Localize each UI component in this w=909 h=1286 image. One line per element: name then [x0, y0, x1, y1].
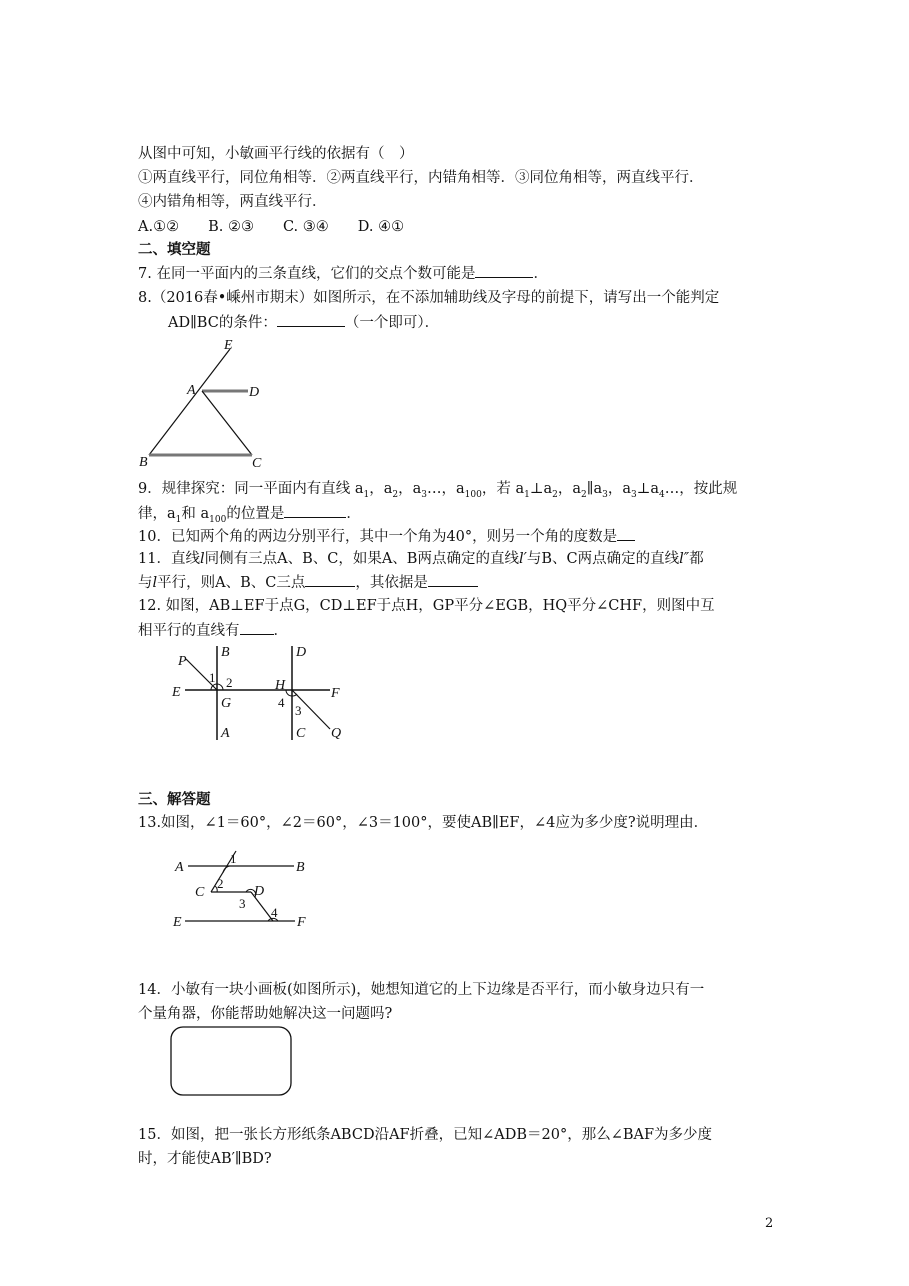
text-fragment: 1	[524, 489, 530, 500]
text-fragment: l	[152, 575, 158, 591]
q12-label-G: G	[221, 696, 232, 711]
q7-tail: ．	[533, 266, 548, 282]
q10-answer-blank	[617, 526, 635, 541]
text-fragment: 3	[421, 489, 427, 500]
q13-angle-2: 2	[217, 876, 224, 891]
q6-options-line2: ④内错角相等，两直线平行．	[138, 194, 327, 210]
q8-answer-blank	[277, 312, 345, 327]
text-fragment: 与	[138, 575, 153, 591]
q12-angle-1: 1	[209, 670, 216, 685]
text-fragment: ，若 a	[481, 481, 525, 497]
q13-label-F: F	[297, 915, 306, 930]
q13-angle-3: 3	[239, 896, 246, 911]
q15-line2: 时，才能使AB′∥BD?	[138, 1151, 272, 1167]
text-fragment: ，a	[557, 481, 582, 497]
q8-line2-end: （一个即可）．	[344, 315, 440, 331]
q8-label-E: E	[224, 338, 233, 353]
q8-line2-start: AD∥BC的条件：	[168, 315, 277, 331]
text-fragment: l″	[679, 551, 690, 567]
q12-label-B: B	[221, 645, 230, 660]
q6-stem: 从图中可知，小敏画平行线的依据有（ ）	[138, 146, 414, 162]
q13-label-D: D	[254, 884, 265, 899]
q8-label-D: D	[249, 385, 260, 400]
text-fragment: 3	[630, 489, 637, 500]
text-fragment: 2	[581, 489, 587, 500]
q9-line1	[138, 479, 737, 505]
text-fragment: 1	[175, 514, 182, 525]
q12-angle-2: 2	[226, 675, 233, 690]
q12-label-D: D	[296, 645, 307, 660]
q8-label-A: A	[187, 383, 196, 398]
q12-label-Q: Q	[331, 726, 342, 741]
text-fragment: 的位置是	[226, 506, 285, 522]
q8-line2	[168, 312, 439, 333]
q8-label-B: B	[139, 455, 148, 470]
text-fragment: 与B、C两点确定的直线	[526, 551, 680, 567]
q11-line1	[138, 549, 704, 569]
text-fragment: ．	[346, 506, 361, 522]
text-fragment: ，a	[607, 481, 631, 497]
q12-label-C: C	[296, 726, 306, 741]
text-fragment: ，a	[369, 481, 393, 497]
q12-label-E: E	[172, 685, 181, 700]
q12-angle-3: 3	[295, 703, 302, 718]
text-fragment: l′	[518, 551, 527, 567]
q13-text: 13.如图，∠1＝60°，∠2＝60°，∠3＝100°，要使AB∥EF，∠4应为多少度?说明理由．	[138, 815, 709, 831]
q9-answer-blank	[284, 503, 346, 518]
text-fragment: …，a	[427, 481, 465, 497]
q13-label-A: A	[175, 860, 184, 875]
q13-figure	[168, 845, 318, 935]
q11-line-l-symbol: l	[199, 551, 205, 567]
text-fragment: 9．规律探究：同一平面内有直线 a	[138, 481, 364, 497]
text-fragment: ⊥a	[636, 481, 659, 497]
text-fragment: 1	[363, 489, 370, 500]
text-fragment: ∥a	[586, 481, 603, 497]
text-fragment: ⊥a	[529, 481, 553, 497]
q10-text: 10．已知两个角的两边分别平行，其中一个角为40°，则另一个角的度数是	[138, 529, 618, 545]
q12-label-P: P	[178, 654, 187, 669]
q11-answer-blank-2	[428, 572, 478, 587]
q7-text: 7. 在同一平面内的三条直线，它们的交点个数可能是	[138, 266, 476, 282]
q6-choices: A.①② B. ②③ C. ③④ D. ④①	[138, 219, 405, 235]
q13-label-B: B	[296, 860, 305, 875]
q13-angle-4: 4	[271, 905, 278, 920]
q6-options-line1: ①两直线平行，同位角相等．②两直线平行，内错角相等．③同位角相等，两直线平行．	[138, 170, 704, 186]
q8-figure	[130, 335, 280, 475]
q12-line1: 12. 如图，AB⊥EF于点G，CD⊥EF于点H，GP平分∠EGB，HQ平分∠CHF，则图中互	[138, 598, 715, 614]
q12-angle-4: 4	[278, 695, 285, 710]
q14-drawing-board-figure	[168, 1024, 298, 1100]
q12-answer-blank	[240, 620, 274, 635]
text-fragment: 同侧有三点A、B、C，如果A、B两点确定的直线	[204, 551, 519, 567]
section-heading-solutions: 三、解答题	[138, 792, 211, 808]
q15-line1: 15．如图，把一张长方形纸条ABCD沿AF折叠，已知∠ADB＝20°，那么∠BAF为多少度	[138, 1127, 713, 1143]
q7-answer-blank	[475, 263, 533, 278]
q12-label-F: F	[331, 686, 340, 701]
text-fragment: ．	[273, 623, 288, 639]
text-fragment: 100	[464, 489, 482, 500]
text-fragment: 相平行的直线有	[138, 623, 240, 639]
section-heading-fill-in: 二、填空题	[138, 242, 211, 258]
q12-figure	[165, 640, 365, 745]
q8-line1: 8.（2016春•嵊州市期末）如图所示，在不添加辅助线及字母的前提下，请写出一个能判定	[138, 290, 720, 306]
q13-label-E: E	[173, 915, 182, 930]
text-fragment: 2	[392, 489, 399, 500]
q12-label-A: A	[221, 726, 230, 741]
page-number: 2	[765, 1216, 774, 1231]
q13-angle-1: 1	[230, 851, 237, 866]
text-fragment: ，其依据是	[355, 575, 428, 591]
q11-answer-blank-1	[305, 572, 355, 587]
q14-line2: 个量角器，你能帮助她解决这一问题吗?	[138, 1006, 393, 1022]
q14-line1: 14．小敏有一块小画板(如图所示)，她想知道它的上下边缘是否平行，而小敏身边只有一	[138, 982, 705, 998]
text-fragment: 11．直线	[138, 551, 200, 567]
text-fragment: 100	[209, 514, 227, 525]
q10	[138, 526, 635, 547]
q12-label-H: H	[275, 678, 286, 693]
text-fragment: ，a	[398, 481, 422, 497]
q11-line2	[138, 572, 478, 593]
text-fragment: …，按此规	[664, 481, 738, 497]
q13-label-C: C	[195, 885, 205, 900]
text-fragment: 2	[552, 489, 558, 500]
text-fragment: 平行，则A、B、C三点	[157, 575, 306, 591]
q7	[138, 263, 548, 284]
q12-line2	[138, 620, 288, 641]
text-fragment: 4	[659, 489, 665, 500]
text-fragment: 律，a	[138, 506, 176, 522]
text-fragment: 都	[689, 551, 704, 567]
text-fragment: 和 a	[181, 506, 210, 522]
text-fragment: 3	[602, 489, 608, 500]
q8-label-C: C	[252, 456, 262, 471]
